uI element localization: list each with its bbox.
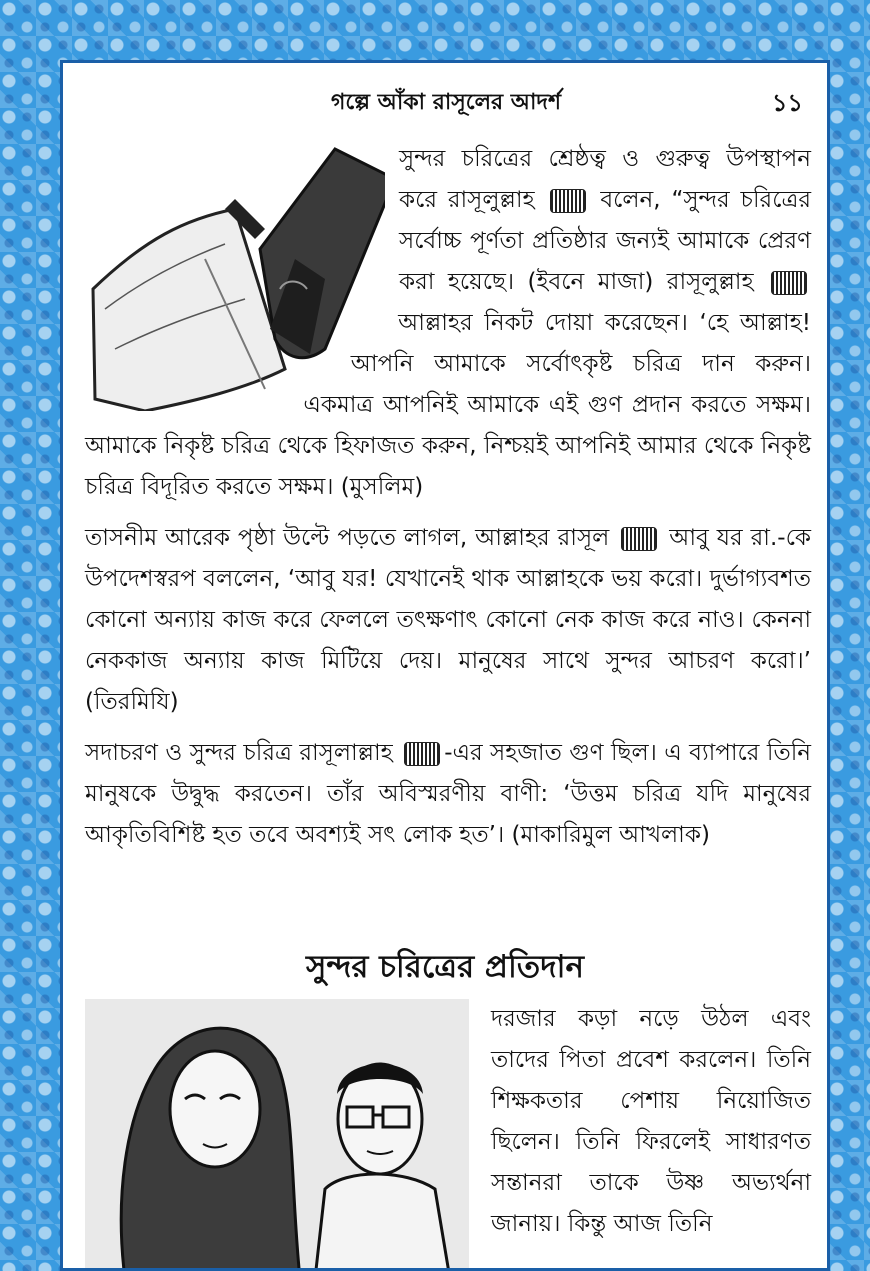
salutation-glyph-icon [550, 189, 586, 213]
paragraph-1-text-c: আল্লাহর নিকট দোয়া করেছেন। ‘হে আল্লাহ! আপনি আমাকে সর্বোৎকৃষ্ট চরিত্র দান করুন। একমাত্র আপনিই আমাকে এই গুণ প্রদান করতে সক্ষম। আমাকে নিকৃষ্ট চরিত্র থেকে হিফাজত করুন, নিশ্চয়ই আপনিই আমার থেকে নিকৃষ্ট চরিত্র বিদূরিত করতে সক্ষম। (মুসলিম) [85, 310, 811, 500]
page-header [63, 85, 827, 115]
illustration-pen-paper [85, 139, 385, 411]
paragraph-3 [85, 733, 811, 856]
salutation-glyph-icon [621, 527, 657, 551]
running-title: গল্পে আঁকা রাসূলের আদর্শ [331, 90, 561, 115]
salutation-glyph-icon [771, 271, 807, 295]
text-block-2 [85, 999, 811, 1271]
paragraph-4: দরজার কড়া নড়ে উঠল এবং তাদের পিতা প্রবেশ করলেন। তিনি শিক্ষকতার পেশায় নিয়োজিত ছিলেন। তিনি ফিরলেই সাধারণত সন্তানরা তাকে উষ্ণ অভ্যর্থনা জানায়। কিন্তু আজ তিনি [491, 1006, 811, 1237]
paragraph-2-text-a: তাসনীম আরেক পৃষ্ঠা উল্টে পড়তে লাগল, আল্লাহর রাসূল [85, 525, 610, 551]
page-number: ১১ [771, 89, 803, 117]
paragraph-3-text-b: -এর সহজাত গুণ ছিল। এ ব্যাপারে তিনি মানুষকে উদ্বুদ্ধ করতেন। তাঁর অবিস্মরণীয় বাণী: ‘উত্তম চরিত্র যদি মানুষের আকৃতিবিশিষ্ট হত তবে অবশ্যই সৎ লোক হত’। (মাকারিমুল আখলাক) [85, 740, 812, 848]
pen-paper-drawing [85, 139, 385, 411]
paragraph-1-text-b: বলেন, “সুন্দর চরিত্রের সর্বোচ্চ পূর্ণতা প্রতিষ্ঠার জন্যই আমাকে প্রেরণ করা হয়েছে। (ইবনে মাজা) রাসূলুল্লাহ [399, 187, 811, 295]
paragraph-2-text-b: আবু যর রা.-কে উপদেশস্বরপ বললেন, ‘আবু যর! যেখানেই থাক আল্লাহকে ভয় করো। দুর্ভাগ্যবশত কোনো অন্যায় কাজ করে ফেললে তৎক্ষণাৎ কোনো নেক কাজ করে নাও। কেননা নেককাজ অন্যায় কাজ মিটিয়ে দেয়। মানুষের সাথে সুন্দর আচরণ করো।’ (তিরমিযি) [85, 525, 811, 715]
illustration-mother-father [85, 999, 469, 1271]
text-block-1 [85, 139, 811, 866]
paragraph-3-text-a: সদাচরণ ও সুন্দর চরিত্র রাসূলাল্লাহ [85, 740, 393, 766]
book-page [60, 60, 830, 1271]
family-drawing [85, 999, 469, 1271]
section-heading: সুন্দর চরিত্রের প্রতিদান [306, 949, 584, 985]
salutation-glyph-icon [404, 742, 440, 766]
paragraph-2 [85, 518, 811, 723]
paragraph-1-text-a: সুন্দর চরিত্রের শ্রেষ্ঠত্ব ও গুরুত্ব উপস্থাপন করে রাসূলুল্লাহ [399, 146, 811, 213]
